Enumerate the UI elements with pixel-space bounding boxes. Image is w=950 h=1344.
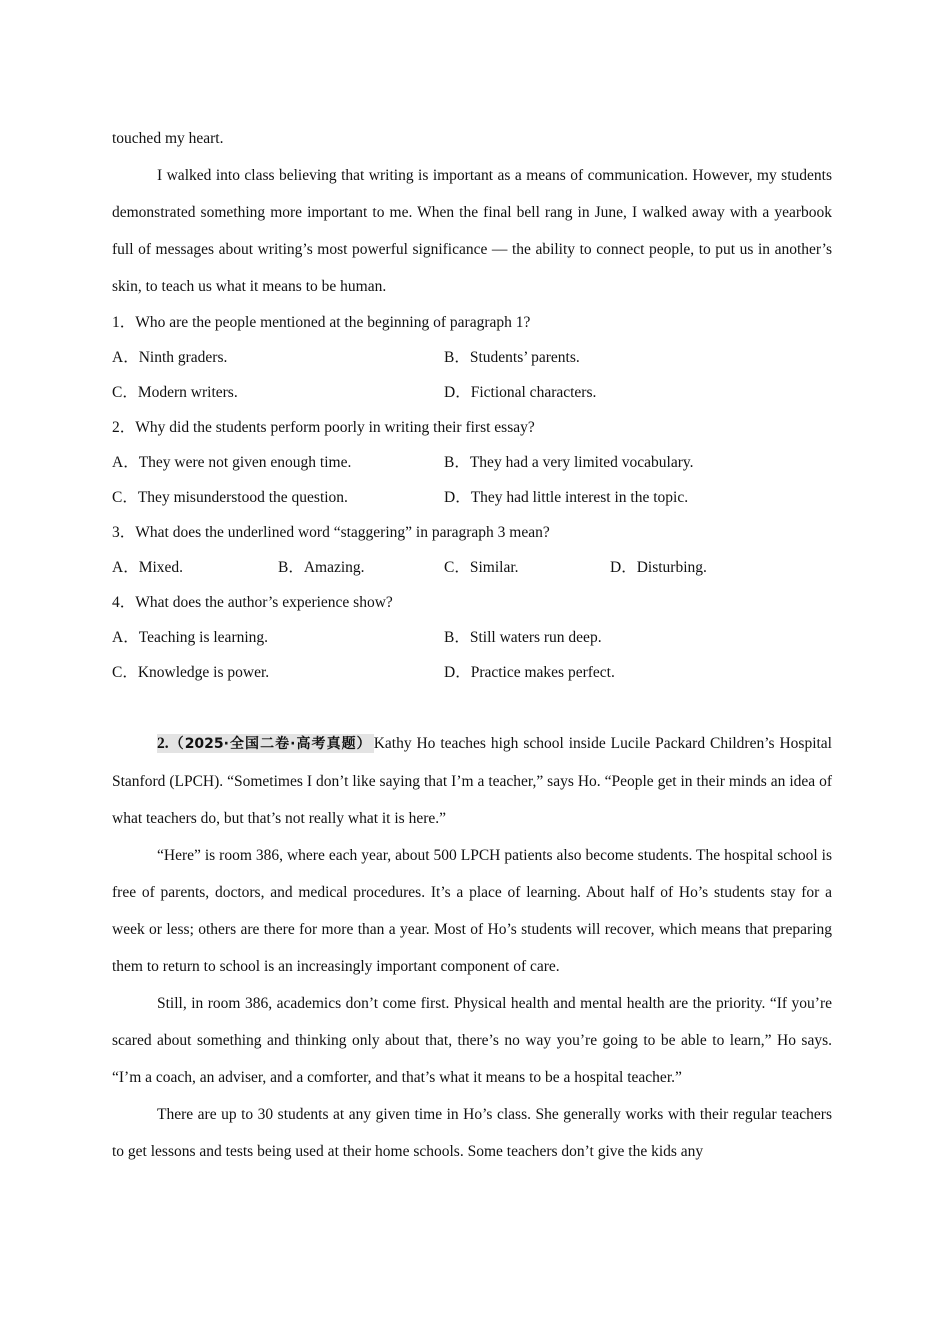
question-text: Who are the people mentioned at the beginning of paragraph 1? (135, 314, 531, 331)
option-d[interactable]: D．Practice makes perfect. (444, 664, 615, 681)
options-grid (112, 620, 832, 690)
section-spacer (112, 690, 832, 725)
option-a[interactable]: A．Teaching is learning. (112, 629, 269, 646)
passage2-paragraph-4: There are up to 30 students at any given time in Ho’s class. She generally works with their regular teachers to get lessons and tests being used at their home schools. Some teachers don’t give the kids any (112, 1106, 832, 1160)
option-a[interactable]: A．Mixed. (112, 559, 184, 576)
option-c[interactable]: C．Similar. (444, 559, 519, 576)
passage2-paragraph-3: Still, in room 386, academics don’t come first. Physical health and mental health are the priority. “If you’re scared about something and thinking only about that, there’s no way you’re going to be able to learn,” Ho says. “I’m a coach, an adviser, and a comforter, and that’s what it means to be a hospital teacher.” (112, 995, 832, 1086)
question-number: 1． (112, 314, 136, 331)
passage2-paragraph-1: 2.（2025·全国二卷·高考真题） Kathy Ho teaches high school inside Lucile Packard Children’s Hospital Stanford (LPCH). “Sometimes I don’t like saying that I’m a teacher,” says Ho. “People get in their minds an idea of what teachers do, but that’s not really what it is here.” (112, 735, 832, 827)
option-c[interactable]: C．Modern writers. (112, 384, 238, 401)
options-grid (112, 550, 832, 585)
option-b[interactable]: B．Still waters run deep. (444, 629, 602, 646)
question-4 (112, 585, 832, 690)
passage2-paragraph-2: “Here” is room 386, where each year, about 500 LPCH patients also become students. The hospital school is free of parents, doctors, and medical procedures. It’s a place of learning. About half of Ho’s students stay for a week or less; others are there for more than a year. Most of Ho’s students will recover, which means that preparing them to return to school is an increasingly important component of care. (112, 847, 832, 975)
question-number: 2． (112, 419, 136, 436)
options-grid (112, 340, 832, 410)
question-stem (112, 305, 832, 340)
option-b[interactable]: B．Amazing. (278, 559, 365, 576)
question-3 (112, 515, 832, 585)
source-tag: 2.（2025·全国二卷·高考真题） (157, 735, 372, 752)
question-text: Why did the students perform poorly in writing their first essay? (135, 419, 535, 436)
question-text: What does the underlined word “staggering” in paragraph 3 mean? (135, 524, 550, 541)
option-b[interactable]: B．Students’ parents. (444, 349, 580, 366)
option-d[interactable]: D．They had little interest in the topic. (444, 489, 689, 506)
option-c[interactable]: C．Knowledge is power. (112, 664, 270, 681)
option-d[interactable]: D．Fictional characters. (444, 384, 597, 401)
passage1-closing-paragraph: I walked into class believing that writing is important as a means of communication. However, my students demonstrated something more important to me. When the final bell rang in June, I walked away with a yearbook full of messages about writing’s most powerful significance — the ability to connect people, to put us in another’s skin, to teach us what it means to be human. (112, 167, 832, 295)
question-stem (112, 515, 832, 550)
question-2 (112, 410, 832, 515)
question-stem (112, 585, 832, 620)
question-1 (112, 305, 832, 410)
question-number: 4． (112, 594, 136, 611)
page-content (112, 120, 832, 1170)
options-grid (112, 445, 832, 515)
option-a[interactable]: A．Ninth graders. (112, 349, 228, 366)
option-a[interactable]: A．They were not given enough time. (112, 454, 352, 471)
option-c[interactable]: C．They misunderstood the question. (112, 489, 348, 506)
question-number: 3． (112, 524, 136, 541)
option-b[interactable]: B．They had a very limited vocabulary. (444, 454, 694, 471)
question-stem (112, 410, 832, 445)
question-text: What does the author’s experience show? (135, 594, 393, 611)
option-d[interactable]: D．Disturbing. (610, 559, 707, 576)
passage1-tail-line: touched my heart. (112, 130, 224, 147)
